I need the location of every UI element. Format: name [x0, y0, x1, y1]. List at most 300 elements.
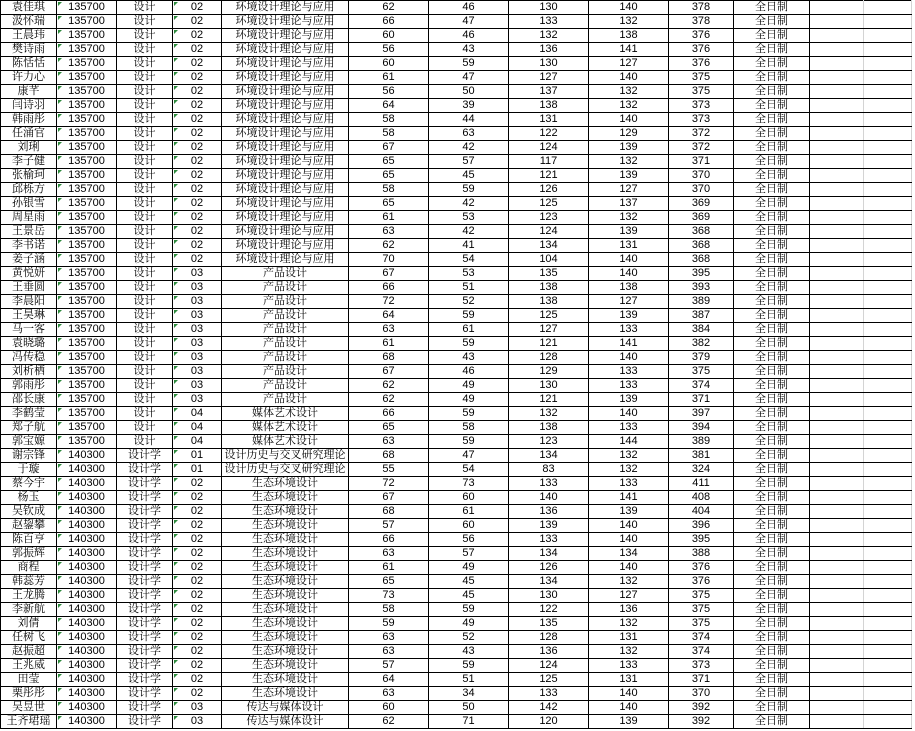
english-score-cell[interactable]: 47	[429, 71, 509, 85]
subject2-score-cell[interactable]: 140	[589, 351, 669, 365]
major-cell[interactable]: 设计学	[117, 715, 173, 729]
empty-cell[interactable]	[810, 29, 864, 43]
major-cell[interactable]: 设计学	[117, 631, 173, 645]
empty-cell[interactable]	[864, 99, 912, 113]
name-cell[interactable]: 张榆珂	[1, 169, 57, 183]
direction-cell[interactable]: 生态环境设计	[222, 533, 349, 547]
total-score-cell[interactable]: 388	[669, 547, 734, 561]
name-cell[interactable]: 郭振辉	[1, 547, 57, 561]
subject2-score-cell[interactable]: 132	[589, 449, 669, 463]
politics-score-cell[interactable]: 66	[349, 407, 429, 421]
subject2-score-cell[interactable]: 139	[589, 309, 669, 323]
empty-cell[interactable]	[864, 617, 912, 631]
empty-cell[interactable]	[864, 547, 912, 561]
empty-cell[interactable]	[810, 379, 864, 393]
study-mode-cell[interactable]: 全日制	[734, 29, 810, 43]
major-code-cell[interactable]: 135700	[57, 1, 117, 15]
empty-cell[interactable]	[864, 337, 912, 351]
name-cell[interactable]: 邵长康	[1, 393, 57, 407]
empty-cell[interactable]	[810, 547, 864, 561]
direction-cell[interactable]: 生态环境设计	[222, 575, 349, 589]
subject2-score-cell[interactable]: 132	[589, 15, 669, 29]
major-code-cell[interactable]: 135700	[57, 281, 117, 295]
empty-cell[interactable]	[864, 295, 912, 309]
major-code-cell[interactable]: 140300	[57, 631, 117, 645]
major-cell[interactable]: 设计学	[117, 477, 173, 491]
politics-score-cell[interactable]: 67	[349, 365, 429, 379]
empty-cell[interactable]	[810, 673, 864, 687]
subject1-score-cell[interactable]: 127	[509, 323, 589, 337]
major-cell[interactable]: 设计学	[117, 687, 173, 701]
english-score-cell[interactable]: 46	[429, 1, 509, 15]
major-code-cell[interactable]: 135700	[57, 169, 117, 183]
politics-score-cell[interactable]: 63	[349, 631, 429, 645]
total-score-cell[interactable]: 376	[669, 561, 734, 575]
direction-code-cell[interactable]: 03	[173, 267, 222, 281]
empty-cell[interactable]	[864, 197, 912, 211]
major-code-cell[interactable]: 140300	[57, 547, 117, 561]
major-code-cell[interactable]: 140300	[57, 505, 117, 519]
english-score-cell[interactable]: 57	[429, 547, 509, 561]
subject1-score-cell[interactable]: 125	[509, 673, 589, 687]
english-score-cell[interactable]: 59	[429, 435, 509, 449]
major-cell[interactable]: 设计	[117, 239, 173, 253]
subject1-score-cell[interactable]: 134	[509, 239, 589, 253]
direction-code-cell[interactable]: 02	[173, 617, 222, 631]
major-cell[interactable]: 设计	[117, 225, 173, 239]
politics-score-cell[interactable]: 63	[349, 687, 429, 701]
subject1-score-cell[interactable]: 134	[509, 449, 589, 463]
empty-cell[interactable]	[810, 43, 864, 57]
direction-code-cell[interactable]: 03	[173, 701, 222, 715]
study-mode-cell[interactable]: 全日制	[734, 197, 810, 211]
total-score-cell[interactable]: 370	[669, 687, 734, 701]
direction-cell[interactable]: 生态环境设计	[222, 603, 349, 617]
subject1-score-cell[interactable]: 128	[509, 351, 589, 365]
name-cell[interactable]: 李鹤莹	[1, 407, 57, 421]
major-cell[interactable]: 设计	[117, 435, 173, 449]
politics-score-cell[interactable]: 66	[349, 281, 429, 295]
english-score-cell[interactable]: 60	[429, 519, 509, 533]
major-cell[interactable]: 设计学	[117, 673, 173, 687]
total-score-cell[interactable]: 376	[669, 29, 734, 43]
empty-cell[interactable]	[810, 365, 864, 379]
subject2-score-cell[interactable]: 127	[589, 57, 669, 71]
subject1-score-cell[interactable]: 123	[509, 211, 589, 225]
empty-cell[interactable]	[864, 463, 912, 477]
subject1-score-cell[interactable]: 140	[509, 491, 589, 505]
politics-score-cell[interactable]: 62	[349, 393, 429, 407]
subject1-score-cell[interactable]: 136	[509, 43, 589, 57]
direction-code-cell[interactable]: 02	[173, 603, 222, 617]
name-cell[interactable]: 王昊琳	[1, 309, 57, 323]
major-code-cell[interactable]: 140300	[57, 575, 117, 589]
subject2-score-cell[interactable]: 127	[589, 589, 669, 603]
major-code-cell[interactable]: 140300	[57, 673, 117, 687]
study-mode-cell[interactable]: 全日制	[734, 379, 810, 393]
total-score-cell[interactable]: 372	[669, 127, 734, 141]
empty-cell[interactable]	[864, 491, 912, 505]
major-cell[interactable]: 设计学	[117, 519, 173, 533]
english-score-cell[interactable]: 49	[429, 561, 509, 575]
major-cell[interactable]: 设计	[117, 155, 173, 169]
total-score-cell[interactable]: 379	[669, 351, 734, 365]
direction-code-cell[interactable]: 02	[173, 239, 222, 253]
major-cell[interactable]: 设计	[117, 15, 173, 29]
major-cell[interactable]: 设计	[117, 295, 173, 309]
direction-code-cell[interactable]: 03	[173, 337, 222, 351]
direction-cell[interactable]: 环境设计理论与应用	[222, 169, 349, 183]
direction-code-cell[interactable]: 02	[173, 71, 222, 85]
major-code-cell[interactable]: 135700	[57, 225, 117, 239]
major-cell[interactable]: 设计	[117, 71, 173, 85]
major-code-cell[interactable]: 135700	[57, 29, 117, 43]
subject1-score-cell[interactable]: 135	[509, 617, 589, 631]
major-cell[interactable]: 设计学	[117, 617, 173, 631]
subject1-score-cell[interactable]: 122	[509, 603, 589, 617]
direction-cell[interactable]: 环境设计理论与应用	[222, 225, 349, 239]
study-mode-cell[interactable]: 全日制	[734, 113, 810, 127]
direction-cell[interactable]: 生态环境设计	[222, 617, 349, 631]
major-code-cell[interactable]: 140300	[57, 715, 117, 729]
empty-cell[interactable]	[864, 631, 912, 645]
total-score-cell[interactable]: 375	[669, 71, 734, 85]
direction-cell[interactable]: 产品设计	[222, 295, 349, 309]
total-score-cell[interactable]: 375	[669, 617, 734, 631]
major-code-cell[interactable]: 135700	[57, 323, 117, 337]
subject2-score-cell[interactable]: 131	[589, 631, 669, 645]
empty-cell[interactable]	[810, 337, 864, 351]
total-score-cell[interactable]: 408	[669, 491, 734, 505]
politics-score-cell[interactable]: 60	[349, 701, 429, 715]
total-score-cell[interactable]: 389	[669, 435, 734, 449]
major-cell[interactable]: 设计	[117, 337, 173, 351]
major-code-cell[interactable]: 135700	[57, 309, 117, 323]
empty-cell[interactable]	[864, 211, 912, 225]
subject2-score-cell[interactable]: 139	[589, 715, 669, 729]
major-code-cell[interactable]: 140300	[57, 687, 117, 701]
major-code-cell[interactable]: 140300	[57, 561, 117, 575]
empty-cell[interactable]	[810, 491, 864, 505]
empty-cell[interactable]	[810, 561, 864, 575]
study-mode-cell[interactable]: 全日制	[734, 701, 810, 715]
subject1-score-cell[interactable]: 126	[509, 183, 589, 197]
direction-code-cell[interactable]: 02	[173, 43, 222, 57]
total-score-cell[interactable]: 370	[669, 169, 734, 183]
name-cell[interactable]: 韩雨彤	[1, 113, 57, 127]
empty-cell[interactable]	[810, 631, 864, 645]
total-score-cell[interactable]: 411	[669, 477, 734, 491]
empty-cell[interactable]	[810, 449, 864, 463]
direction-cell[interactable]: 产品设计	[222, 281, 349, 295]
total-score-cell[interactable]: 375	[669, 589, 734, 603]
empty-cell[interactable]	[810, 155, 864, 169]
subject1-score-cell[interactable]: 125	[509, 309, 589, 323]
empty-cell[interactable]	[864, 183, 912, 197]
politics-score-cell[interactable]: 61	[349, 561, 429, 575]
name-cell[interactable]: 汲怀瑞	[1, 15, 57, 29]
subject1-score-cell[interactable]: 132	[509, 29, 589, 43]
total-score-cell[interactable]: 394	[669, 421, 734, 435]
name-cell[interactable]: 韩蕊芳	[1, 575, 57, 589]
direction-code-cell[interactable]: 02	[173, 575, 222, 589]
name-cell[interactable]: 王齐珺瑶	[1, 715, 57, 729]
major-code-cell[interactable]: 135700	[57, 253, 117, 267]
major-code-cell[interactable]: 135700	[57, 379, 117, 393]
name-cell[interactable]: 栗彤彤	[1, 687, 57, 701]
subject1-score-cell[interactable]: 130	[509, 1, 589, 15]
major-cell[interactable]: 设计	[117, 379, 173, 393]
english-score-cell[interactable]: 54	[429, 253, 509, 267]
politics-score-cell[interactable]: 58	[349, 183, 429, 197]
direction-cell[interactable]: 产品设计	[222, 323, 349, 337]
subject1-score-cell[interactable]: 125	[509, 197, 589, 211]
direction-code-cell[interactable]: 01	[173, 463, 222, 477]
major-cell[interactable]: 设计	[117, 267, 173, 281]
major-cell[interactable]: 设计	[117, 169, 173, 183]
name-cell[interactable]: 李新航	[1, 603, 57, 617]
major-cell[interactable]: 设计学	[117, 589, 173, 603]
politics-score-cell[interactable]: 57	[349, 519, 429, 533]
english-score-cell[interactable]: 54	[429, 463, 509, 477]
total-score-cell[interactable]: 373	[669, 113, 734, 127]
major-cell[interactable]: 设计	[117, 421, 173, 435]
total-score-cell[interactable]: 378	[669, 15, 734, 29]
total-score-cell[interactable]: 374	[669, 379, 734, 393]
major-code-cell[interactable]: 135700	[57, 113, 117, 127]
empty-cell[interactable]	[810, 477, 864, 491]
major-cell[interactable]: 设计	[117, 1, 173, 15]
empty-cell[interactable]	[864, 169, 912, 183]
name-cell[interactable]: 闫诗羽	[1, 99, 57, 113]
empty-cell[interactable]	[810, 127, 864, 141]
study-mode-cell[interactable]: 全日制	[734, 421, 810, 435]
subject1-score-cell[interactable]: 121	[509, 337, 589, 351]
direction-cell[interactable]: 环境设计理论与应用	[222, 155, 349, 169]
major-cell[interactable]: 设计	[117, 281, 173, 295]
politics-score-cell[interactable]: 59	[349, 617, 429, 631]
major-cell[interactable]: 设计	[117, 253, 173, 267]
study-mode-cell[interactable]: 全日制	[734, 351, 810, 365]
subject1-score-cell[interactable]: 124	[509, 225, 589, 239]
subject2-score-cell[interactable]: 140	[589, 533, 669, 547]
direction-code-cell[interactable]: 02	[173, 491, 222, 505]
empty-cell[interactable]	[810, 113, 864, 127]
empty-cell[interactable]	[864, 421, 912, 435]
total-score-cell[interactable]: 375	[669, 603, 734, 617]
study-mode-cell[interactable]: 全日制	[734, 561, 810, 575]
major-cell[interactable]: 设计	[117, 141, 173, 155]
english-score-cell[interactable]: 42	[429, 197, 509, 211]
direction-cell[interactable]: 生态环境设计	[222, 547, 349, 561]
total-score-cell[interactable]: 371	[669, 673, 734, 687]
empty-cell[interactable]	[810, 687, 864, 701]
subject2-score-cell[interactable]: 138	[589, 281, 669, 295]
direction-code-cell[interactable]: 02	[173, 547, 222, 561]
name-cell[interactable]: 孙银雪	[1, 197, 57, 211]
english-score-cell[interactable]: 59	[429, 337, 509, 351]
empty-cell[interactable]	[864, 533, 912, 547]
politics-score-cell[interactable]: 65	[349, 169, 429, 183]
study-mode-cell[interactable]: 全日制	[734, 183, 810, 197]
major-code-cell[interactable]: 140300	[57, 477, 117, 491]
major-code-cell[interactable]: 135700	[57, 127, 117, 141]
subject2-score-cell[interactable]: 133	[589, 477, 669, 491]
major-code-cell[interactable]: 140300	[57, 449, 117, 463]
english-score-cell[interactable]: 49	[429, 393, 509, 407]
subject2-score-cell[interactable]: 140	[589, 519, 669, 533]
direction-cell[interactable]: 环境设计理论与应用	[222, 183, 349, 197]
empty-cell[interactable]	[810, 645, 864, 659]
direction-cell[interactable]: 环境设计理论与应用	[222, 57, 349, 71]
empty-cell[interactable]	[810, 533, 864, 547]
study-mode-cell[interactable]: 全日制	[734, 295, 810, 309]
direction-cell[interactable]: 环境设计理论与应用	[222, 85, 349, 99]
empty-cell[interactable]	[810, 393, 864, 407]
direction-cell[interactable]: 环境设计理论与应用	[222, 43, 349, 57]
major-cell[interactable]: 设计学	[117, 533, 173, 547]
subject2-score-cell[interactable]: 129	[589, 127, 669, 141]
direction-cell[interactable]: 环境设计理论与应用	[222, 29, 349, 43]
empty-cell[interactable]	[810, 253, 864, 267]
empty-cell[interactable]	[864, 575, 912, 589]
direction-code-cell[interactable]: 02	[173, 183, 222, 197]
study-mode-cell[interactable]: 全日制	[734, 141, 810, 155]
direction-code-cell[interactable]: 02	[173, 519, 222, 533]
name-cell[interactable]: 刘琍	[1, 141, 57, 155]
total-score-cell[interactable]: 375	[669, 85, 734, 99]
politics-score-cell[interactable]: 73	[349, 589, 429, 603]
total-score-cell[interactable]: 376	[669, 57, 734, 71]
english-score-cell[interactable]: 61	[429, 323, 509, 337]
name-cell[interactable]: 蔡今宇	[1, 477, 57, 491]
total-score-cell[interactable]: 368	[669, 253, 734, 267]
major-code-cell[interactable]: 140300	[57, 533, 117, 547]
empty-cell[interactable]	[864, 323, 912, 337]
subject2-score-cell[interactable]: 139	[589, 393, 669, 407]
major-cell[interactable]: 设计学	[117, 701, 173, 715]
name-cell[interactable]: 吴钦成	[1, 505, 57, 519]
major-cell[interactable]: 设计学	[117, 449, 173, 463]
direction-code-cell[interactable]: 02	[173, 533, 222, 547]
major-cell[interactable]: 设计	[117, 407, 173, 421]
direction-cell[interactable]: 产品设计	[222, 309, 349, 323]
subject1-score-cell[interactable]: 138	[509, 99, 589, 113]
direction-code-cell[interactable]: 03	[173, 379, 222, 393]
direction-code-cell[interactable]: 04	[173, 407, 222, 421]
major-code-cell[interactable]: 135700	[57, 421, 117, 435]
empty-cell[interactable]	[810, 701, 864, 715]
major-cell[interactable]: 设计	[117, 29, 173, 43]
subject1-score-cell[interactable]: 117	[509, 155, 589, 169]
direction-cell[interactable]: 环境设计理论与应用	[222, 71, 349, 85]
subject1-score-cell[interactable]: 124	[509, 659, 589, 673]
name-cell[interactable]: 郭雨彤	[1, 379, 57, 393]
total-score-cell[interactable]: 374	[669, 631, 734, 645]
english-score-cell[interactable]: 43	[429, 351, 509, 365]
direction-cell[interactable]: 生态环境设计	[222, 687, 349, 701]
politics-score-cell[interactable]: 70	[349, 253, 429, 267]
english-score-cell[interactable]: 47	[429, 449, 509, 463]
direction-code-cell[interactable]: 02	[173, 113, 222, 127]
empty-cell[interactable]	[864, 603, 912, 617]
direction-code-cell[interactable]: 03	[173, 715, 222, 729]
study-mode-cell[interactable]: 全日制	[734, 253, 810, 267]
empty-cell[interactable]	[810, 715, 864, 729]
study-mode-cell[interactable]: 全日制	[734, 603, 810, 617]
major-cell[interactable]: 设计学	[117, 645, 173, 659]
empty-cell[interactable]	[864, 267, 912, 281]
politics-score-cell[interactable]: 63	[349, 547, 429, 561]
major-cell[interactable]: 设计	[117, 309, 173, 323]
empty-cell[interactable]	[810, 183, 864, 197]
subject1-score-cell[interactable]: 130	[509, 589, 589, 603]
english-score-cell[interactable]: 59	[429, 57, 509, 71]
direction-cell[interactable]: 设计历史与交叉研究理论	[222, 449, 349, 463]
english-score-cell[interactable]: 42	[429, 141, 509, 155]
politics-score-cell[interactable]: 67	[349, 491, 429, 505]
study-mode-cell[interactable]: 全日制	[734, 449, 810, 463]
politics-score-cell[interactable]: 56	[349, 43, 429, 57]
major-cell[interactable]: 设计	[117, 183, 173, 197]
study-mode-cell[interactable]: 全日制	[734, 127, 810, 141]
direction-cell[interactable]: 环境设计理论与应用	[222, 197, 349, 211]
subject1-score-cell[interactable]: 136	[509, 505, 589, 519]
name-cell[interactable]: 李晨阳	[1, 295, 57, 309]
english-score-cell[interactable]: 57	[429, 155, 509, 169]
politics-score-cell[interactable]: 72	[349, 477, 429, 491]
subject2-score-cell[interactable]: 132	[589, 155, 669, 169]
name-cell[interactable]: 李书诺	[1, 239, 57, 253]
major-cell[interactable]: 设计学	[117, 603, 173, 617]
direction-cell[interactable]: 生态环境设计	[222, 645, 349, 659]
subject2-score-cell[interactable]: 141	[589, 491, 669, 505]
direction-code-cell[interactable]: 02	[173, 127, 222, 141]
english-score-cell[interactable]: 71	[429, 715, 509, 729]
subject2-score-cell[interactable]: 132	[589, 463, 669, 477]
subject2-score-cell[interactable]: 132	[589, 99, 669, 113]
empty-cell[interactable]	[810, 309, 864, 323]
english-score-cell[interactable]: 53	[429, 267, 509, 281]
politics-score-cell[interactable]: 66	[349, 533, 429, 547]
name-cell[interactable]: 邱栎方	[1, 183, 57, 197]
total-score-cell[interactable]: 375	[669, 365, 734, 379]
english-score-cell[interactable]: 63	[429, 127, 509, 141]
study-mode-cell[interactable]: 全日制	[734, 155, 810, 169]
english-score-cell[interactable]: 52	[429, 631, 509, 645]
direction-code-cell[interactable]: 02	[173, 1, 222, 15]
direction-code-cell[interactable]: 02	[173, 57, 222, 71]
study-mode-cell[interactable]: 全日制	[734, 57, 810, 71]
major-cell[interactable]: 设计学	[117, 547, 173, 561]
total-score-cell[interactable]: 381	[669, 449, 734, 463]
empty-cell[interactable]	[864, 407, 912, 421]
empty-cell[interactable]	[810, 197, 864, 211]
empty-cell[interactable]	[864, 701, 912, 715]
major-cell[interactable]: 设计	[117, 351, 173, 365]
subject2-score-cell[interactable]: 137	[589, 197, 669, 211]
study-mode-cell[interactable]: 全日制	[734, 645, 810, 659]
total-score-cell[interactable]: 376	[669, 43, 734, 57]
empty-cell[interactable]	[864, 589, 912, 603]
subject2-score-cell[interactable]: 131	[589, 239, 669, 253]
direction-code-cell[interactable]: 03	[173, 393, 222, 407]
subject2-score-cell[interactable]: 133	[589, 365, 669, 379]
subject1-score-cell[interactable]: 132	[509, 407, 589, 421]
major-code-cell[interactable]: 135700	[57, 295, 117, 309]
total-score-cell[interactable]: 371	[669, 155, 734, 169]
direction-code-cell[interactable]: 02	[173, 645, 222, 659]
